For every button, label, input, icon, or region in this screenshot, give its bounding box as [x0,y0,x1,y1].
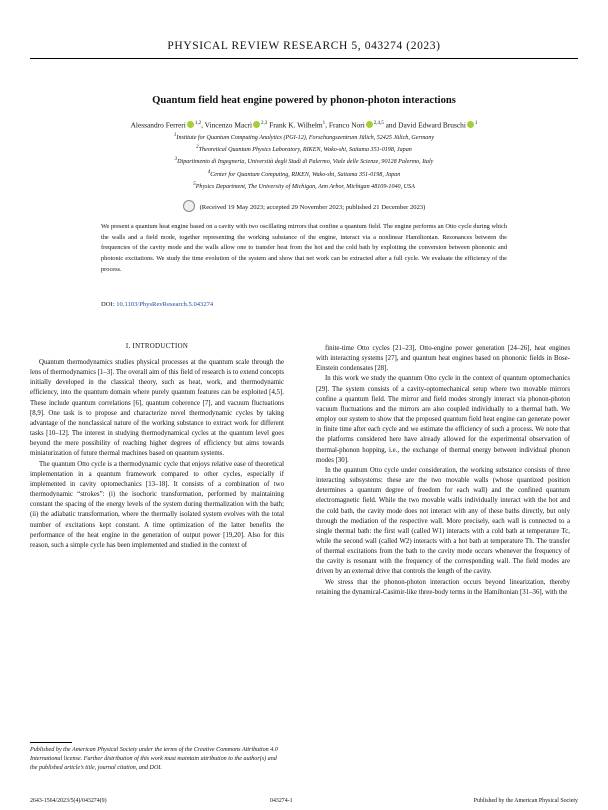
affiliation-number: 1 [173,133,177,138]
body-paragraph: We stress that the phonon-photon interaction occurs beyond linearization, thereby retaining the dynamical-Casimir-like three-body terms in the Hamiltonian [31–36], with the [316,578,570,596]
body-paragraph: The quantum Otto cycle is a thermodynamic cycle that enjoys relative ease of theoretical implementation in a quantum framework compared to other cycles, especially if implemented in cavity optomechanics [13–18]. It consists of a combination of two thermodynamic “strokes”: (i) the isochoric transformation, performed by maintaining constant the spacing of the energy levels of the system during thermalization with the bath; (ii) the adiabatic transformation, where the thermally isolated system evolves with the total number of excitations kept constant. A time optimization of the latter benefits the performance of the heat engine in the generation of output power [19,20]. Also for this reason, such a simple cycle has been implemented and studied in the context of [30,460,284,549]
doi-label: DOI: [101,301,115,308]
author-name: Vincenzo Macrì [204,120,252,130]
author-affiliation-mark: 1,2 [194,121,202,126]
affiliation [0,155,608,167]
journal-header: PHYSICAL REVIEW RESEARCH 5, 043274 (2023) [167,40,441,52]
author-affiliation-mark: 1 [474,121,478,126]
author-name: David Edward Bruschi [398,120,466,130]
abstract: We present a quantum heat engine based on a cavity with two oscillating mirrors that confine a quantum field. The engine performs an Otto cycle during which the walls and a field mode, together representing the working substance of the engine, interact via a nonlinear Hamiltonian. Resonances between the frequencies of the cavity mode and the walls allow one to transfer heat from the hot and the cold bath by exploiting the conversion between phononic and photonic excitations. We study the time evolution of the system and show that net work can be extracted after a full cycle. We evaluate the efficiency of the process. [101,223,507,273]
affiliation-text: Physics Department, The University of Michigan, Ann Arbor, Michigan 48109-1040, USA [195,183,415,190]
body-paragraph: finite-time Otto cycles [21–23], Otto-engine power generation [24–26], heat engines with interacting systems [27], and quantum heat engines based on phononic fields in Bose-Einstein condensates [28]. [316,345,570,373]
left-column [30,358,284,551]
header-rule [30,58,578,59]
check-for-updates-icon[interactable] [183,200,195,212]
received-text: (Received 19 May 2023; accepted 29 November 2023; published 21 December 2023) [199,204,426,211]
footnote-rule [30,742,72,743]
author-list: Alessandro Ferreri $^{1,2}$, Vincenzo Macrì $^{2,3}$ Frank K. Wilhelm$^1$, Franco Nori $^{2,4,5}$ and David Edward Bruschi $^1$ [130,120,478,130]
affiliation-number: 4 [207,169,211,175]
affiliation [0,143,608,155]
right-column [316,344,570,598]
paper-title: Quantum field heat engine powered by phonon-photon interactions [152,95,456,106]
author-name: Franco Nori [328,120,365,130]
footer-issn: 2643-1564/2023/5(4)/043274(9) [30,798,107,804]
orcid-icon[interactable] [366,121,373,128]
orcid-icon[interactable] [187,121,194,128]
affiliation-list [0,131,608,192]
affiliation [0,131,608,143]
license-footnote: Published by the American Physical Society under the terms of the Creative Commons Attribution 4.0 International license. Further distribution of this work must maintain attribution to the author(s) and the published article’s title, journal citation, and DOI. [30,747,278,772]
doi-line [101,301,213,308]
author-affiliation-mark: 1 [322,121,326,126]
author-affiliation-mark: 2,4,5 [373,121,384,126]
affiliation-text: Theoretical Quantum Physics Laboratory, RIKEN, Wako-shi, Saitama 351-0198, Japan [198,147,412,154]
body-paragraph: In the quantum Otto cycle under consideration, the working substance consists of three interacting subsystems: these are the two movable walls (whose quantized position determines a quantum degree of freedom for each wall) and the confined quantum electromagnetic field. While the two movable walls individually interact with the hot and the cold bath, the cavity mode does not interact with any of these baths directly, but only through the mediation of the respective wall. More precisely, each wall is connected to a single thermal bath: the first wall (called W1) interacts with a cold bath at temperature Tc, while the second wall (called W2) interacts with a hot bath at temperature Th. The transfer of thermal excitations from the bath to the cavity mode occurs whenever the frequency of the cavity is resonant with the frequency of the corresponding wall. The field modes are driven by an external drive that controls the length of the cavity. [316,466,570,576]
author-name: Frank K. Wilhelm [269,120,323,130]
affiliation-text: Institute for Quantum Computing Analytics (PGI-12), Forschungszentrum Jülich, 52425 Jülich, Germany [176,135,435,142]
affiliation-number: 2 [196,145,199,151]
section-heading: I. INTRODUCTION [125,343,189,350]
affiliation-number: 3 [174,157,178,163]
affiliation-number: 5 [193,181,196,187]
author-affiliation-mark: 2,3 [261,121,268,126]
received-dates [0,200,608,212]
affiliation [0,180,608,192]
footer-page-number: 043274-1 [270,798,293,804]
body-paragraph: Quantum thermodynamics studies physical processes at the quantum scale through the lens of thermodynamics [1–3]. The overall aim of this field of research is to extend concepts initially developed in the classical theory, such as heat, work, and thermodynamic efficiency, into the quantum domain where purely quantum features can be exploited [4,5]. These include quantum correlations [6], quantum coherence [7], and vacuum fluctuations [8,9]. One task is to propose and characterize novel thermodynamic cycles by taking advantage of the nonclassical nature of the working substance to extract work for different tasks [10–12]. The interest in studying thermodynamical cycles at the quantum level goes beyond the mere possibility of reaching higher degrees of efficiency but aims towards miniaturization of future thermal machines based on quantum systems. [30,359,284,458]
author-name: Alessandro Ferreri [130,120,186,130]
orcid-icon[interactable] [467,121,474,128]
doi-link[interactable]: 10.1103/PhysRevResearch.5.043274 [116,301,214,308]
body-paragraph: In this work we study the quantum Otto cycle in the context of quantum optomechanics [29]. The system consists of a cavity-optomechanical setup where two movable mirrors confine a quantum field. The mirror and field modes strongly interact via phonon-photon vacuum fluctuations and the mirrors are also coupled individually to a thermal bath. We employ our system to show that the proposed quantum field heat engine can generate power in finite time after each cycle and we estimate the efficiency of such a process. We note that the platforms considered here have already allowed for the experimental observation of thermal-phonon hopping, i.e., the exchange of thermal energy between individual phonon modes [30]. [316,375,570,464]
footer-publisher: Published by the American Physical Society [473,798,578,804]
affiliation-text: Center for Quantum Computing, RIKEN, Wako-shi, Saitama 351-0198, Japan [210,171,401,178]
affiliation-text: Dipartimento di Ingegneria, Università degli Studi di Palermo, Viale delle Scienze, 90128 Palermo, Italy [177,159,434,166]
affiliation [0,168,608,180]
orcid-icon[interactable] [253,121,260,128]
